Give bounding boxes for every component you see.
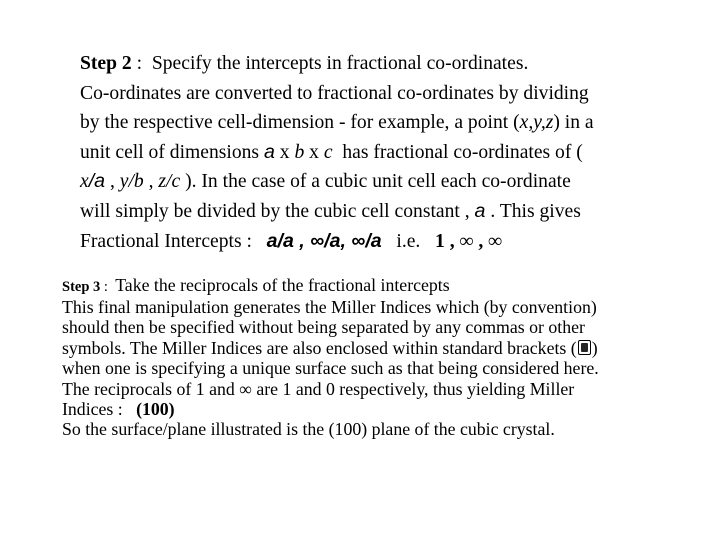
step-2-line-3-end: ) in a: [553, 112, 594, 134]
step-3-line-7: So the surface/plane illustrated is the (100) plane of the cubic crystal.: [62, 419, 555, 440]
fractional-intercepts-result: 1 , ∞ , ∞: [435, 230, 503, 252]
step-3-heading-line: [62, 273, 712, 297]
step-3-heading: Step 3: [62, 279, 101, 295]
step-2-heading-text: Specify the intercepts in fractional co-ordinates.: [151, 53, 529, 74]
times-1: x: [274, 141, 295, 163]
cell-constant: a: [474, 199, 486, 222]
step-3-line-4: when one is specifying a unique surface such as that being considered here.: [62, 358, 599, 379]
frac-x-denominator: /a: [88, 170, 106, 193]
step-3-line-6: [62, 399, 712, 419]
frac-sep-2: ,: [143, 171, 159, 193]
frac-z: z: [158, 171, 167, 193]
step-2-line-6-end: . This gives: [485, 200, 581, 222]
step-3-line-3-end: ): [591, 337, 598, 358]
step-2-heading-line: [80, 49, 715, 79]
step-3-separator: :: [100, 279, 116, 295]
step-2-line-2: Co-ordinates are converted to fractional co-ordinates by dividing: [80, 82, 589, 104]
fractional-intercepts-label: Fractional Intercepts :: [80, 230, 267, 252]
frac-y-denominator: /b: [128, 171, 144, 193]
step-3-line-3-text: symbols. The Miller Indices are also enclosed within standard brackets (: [62, 337, 577, 358]
step-2-line-3: [80, 108, 715, 138]
point-coordinates: x,y,z: [519, 112, 554, 134]
step-3-heading-text: Take the reciprocals of the fractional intercepts: [115, 275, 450, 295]
miller-indices-value: (100): [136, 398, 175, 419]
step-3-line-1: This final manipulation generates the Miller Indices which (by convention): [62, 297, 597, 317]
frac-y: y: [119, 171, 129, 193]
step-2-separator: :: [131, 53, 152, 74]
step-2-line-6-text: will simply be divided by the cubic cell constant ,: [80, 200, 475, 222]
step-3-line-2: should then be specified without being separated by any commas or other: [62, 317, 585, 338]
step-2-heading: Step 2: [80, 53, 132, 74]
dimension-a: a: [263, 140, 275, 163]
step-3-section: [62, 273, 712, 440]
ie-text: i.e.: [381, 230, 436, 252]
step-2-line-7: [80, 227, 715, 257]
dimension-c: c: [323, 141, 333, 163]
dimension-b: b: [294, 141, 305, 163]
step-2-section: [80, 49, 715, 256]
step-3-line-3: [62, 338, 712, 358]
step-2-line-5-end: ). In the case of a cubic unit cell each co-ordinate: [180, 171, 571, 193]
step-2-line-4-text: unit cell of dimensions: [80, 141, 264, 163]
miller-indices-label: Indices :: [62, 398, 137, 419]
step-2-line-6: [80, 197, 715, 227]
missing-glyph-icon: [578, 340, 591, 355]
step-2-line-3-text: by the respective cell-dimension - for example, a point (: [80, 112, 520, 134]
step-3-line-5: The reciprocals of 1 and ∞ are 1 and 0 respectively, thus yielding Miller: [62, 378, 575, 399]
frac-x: x: [80, 171, 89, 193]
frac-sep-1: ,: [105, 171, 120, 193]
fractional-intercepts-expression: a/a , ∞/a, ∞/a: [266, 229, 382, 252]
step-2-line-5: [80, 167, 715, 197]
step-2-line-4: [80, 138, 715, 168]
step-2-line-4-end: has fractional co-ordinates of (: [332, 141, 583, 163]
frac-z-denominator: /c: [166, 171, 181, 193]
times-2: x: [304, 141, 324, 163]
